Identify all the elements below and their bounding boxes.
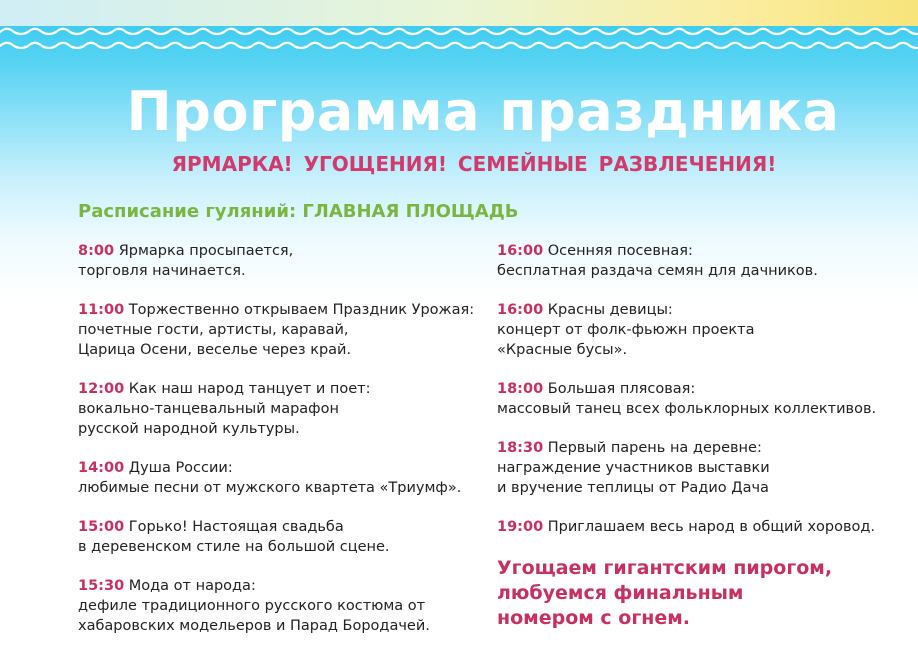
schedule-entry: [78, 300, 488, 360]
entry-time: 15:30: [78, 578, 125, 594]
schedule-column-right: [497, 241, 917, 631]
entry-text: Осенняя посевная: бесплатная раздача семян для дачников.: [497, 243, 818, 279]
entry-time: 16:00: [497, 243, 544, 259]
schedule-entry: [497, 241, 917, 281]
entry-text: Мода от народа: дефиле традиционного русского костюма от хабаровских модельеров и Парад Бородачей.: [78, 578, 430, 634]
entry-text: Горько! Настоящая свадьба в деревенском стиле на большой сцене.: [78, 519, 390, 555]
schedule-entry: [78, 517, 488, 557]
entry-text: Душа России: любимые песни от мужского квартета «Триумф».: [78, 460, 462, 496]
entry-time: 8:00: [78, 243, 115, 259]
poster-subtitle: ЯРМАРКА! УГОЩЕНИЯ! СЕМЕЙНЫЕ РАЗВЛЕЧЕНИЯ!: [171, 152, 777, 176]
entry-text: Ярмарка просыпается, торговля начинается.: [78, 243, 294, 279]
schedule-entry: [497, 438, 917, 498]
entry-time: 18:30: [497, 440, 544, 456]
finale-text: Угощаем гигантским пирогом, любуемся финальным номером с огнем.: [497, 557, 833, 629]
wave-decoration: [0, 14, 918, 64]
entry-text: Красны девицы: концерт от фолк-фьюжн проекта «Красные бусы».: [497, 302, 755, 358]
entry-time: 12:00: [78, 381, 125, 397]
entry-text: Торжественно открываем Праздник Урожая: почетные гости, артисты, каравай, Царица Осени, веселье через край.: [78, 302, 475, 358]
entry-time: 11:00: [78, 302, 125, 318]
entry-text: Первый парень на деревне: награждение участников выставки и вручение теплицы от Радио Дача: [497, 440, 770, 496]
schedule-entry: [497, 379, 917, 419]
entry-text: Как наш народ танцует и поет: вокально-танцевальный марафон русской народной культуры.: [78, 381, 371, 437]
entry-time: 19:00: [497, 519, 544, 535]
schedule-entry: [78, 576, 488, 636]
schedule-entry: [497, 517, 917, 537]
schedule-entry: [78, 379, 488, 439]
poster-title: Программа праздника: [126, 80, 840, 143]
entry-time: 14:00: [78, 460, 125, 476]
schedule-column-left: [78, 241, 488, 655]
schedule-entry: [78, 458, 488, 498]
entry-time: 15:00: [78, 519, 125, 535]
entry-time: 16:00: [497, 302, 544, 318]
schedule-entry: [78, 241, 488, 281]
entry-time: 18:00: [497, 381, 544, 397]
entry-text: Приглашаем весь народ в общий хоровод.: [547, 519, 876, 535]
schedule-heading: Расписание гуляний: ГЛАВНАЯ ПЛОЩАДЬ: [78, 201, 519, 222]
entry-text: Большая плясовая: массовый танец всех фольклорных коллективов.: [497, 381, 877, 417]
schedule-entry: [497, 300, 917, 360]
